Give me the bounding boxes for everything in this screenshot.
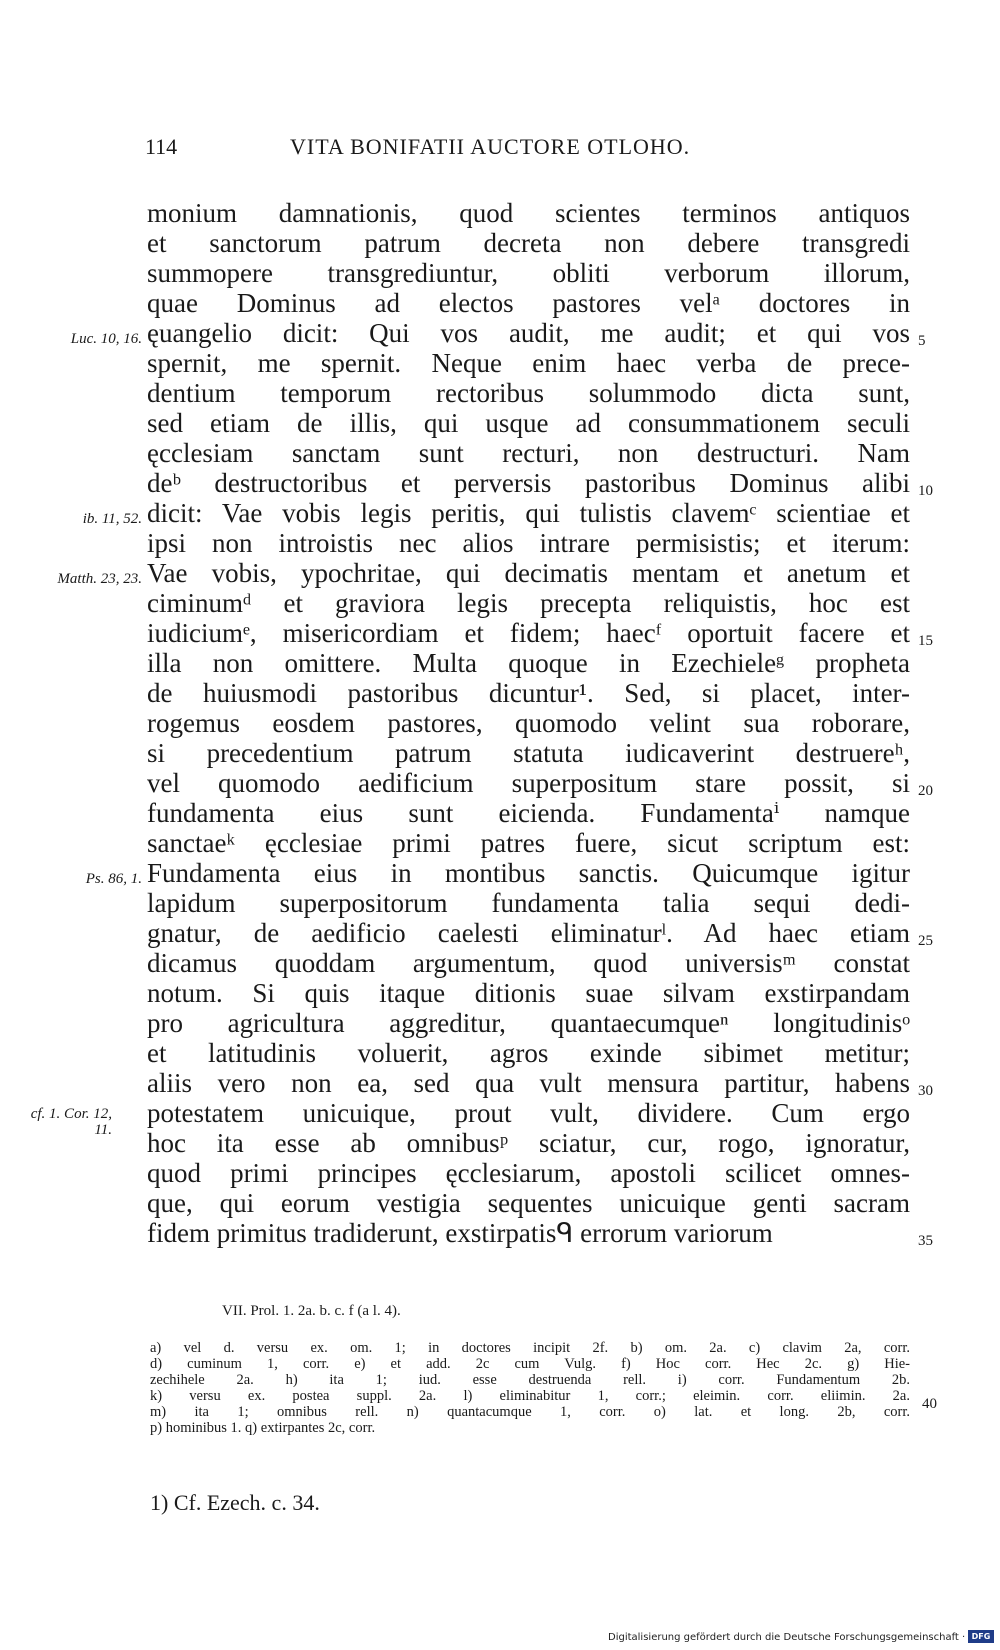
line-number: 35 [918, 1233, 933, 1249]
digitization-credit: Digitalisierung gefördert durch die Deutsche Forschungsgemeinschaft · [608, 1632, 966, 1643]
dfg-logo-icon: DFG [968, 1630, 994, 1643]
text-line: ęcclesiam sanctam sunt recturi, non destructuri. Nam [147, 438, 910, 468]
text-line: rogemus eosdem pastores, quomodo velint sua roborare, [147, 708, 910, 738]
text-line: gnatur, de aedificio caelesti eliminaturˡ. Ad haec etiam [147, 918, 910, 948]
margin-reference: Luc. 10, 16. [70, 331, 142, 347]
text-line: hoc ita esse ab omnibusᵖ sciatur, cur, rogo, ignoratur, [147, 1128, 910, 1158]
apparatus-line: d) cuminum 1, corr. e) et add. 2c cum Vulg. f) Hoc corr. Hec 2c. g) Hie- [150, 1356, 910, 1372]
text-line: deᵇ destructoribus et perversis pastoribus Dominus alibi [147, 468, 910, 498]
apparatus-line: zechihele 2a. h) ita 1; iud. esse destruenda rell. i) corr. Fundamentum 2b. [150, 1372, 910, 1388]
text-line: illa non omittere. Multa quoque in Ezechieleᵍ propheta [147, 648, 910, 678]
text-line: et sanctorum patrum decreta non debere transgredi [147, 228, 910, 258]
margin-reference: cf. 1. Cor. 12, 11. [30, 1106, 112, 1138]
page-number: 114 [145, 134, 178, 159]
text-line: summopere transgrediuntur, obliti verborum illorum, [147, 258, 910, 288]
line-number: 20 [918, 783, 933, 799]
text-line: dicit: Vae vobis legis peritis, qui tulistis clavemᶜ scientiae et [147, 498, 910, 528]
line-number: 30 [918, 1083, 933, 1099]
text-line: iudiciumᵉ, misericordiam et fidem; haecᶠ oportuit facere et [147, 618, 910, 648]
line-number: 10 [918, 483, 933, 499]
apparatus-line: a) vel d. versu ex. om. 1; in doctores incipit 2f. b) om. 2a. c) clavim 2a, corr. [150, 1340, 910, 1356]
text-line: Vae vobis, ypochritae, qui decimatis mentam et anetum et [147, 558, 910, 588]
apparatus-line: m) ita 1; omnibus rell. n) quantacumque 1, corr. o) lat. et long. 2b, corr. [150, 1404, 910, 1420]
text-line: spernit, me spernit. Neque enim haec verba de prece- [147, 348, 910, 378]
text-line: dicamus quoddam argumentum, quod universisᵐ constat [147, 948, 910, 978]
margin-reference: Matth. 23, 23. [57, 571, 142, 587]
text-line: ciminumᵈ et graviora legis precepta reliquistis, hoc est [147, 588, 910, 618]
text-line: notum. Si quis itaque ditionis suae silvam exstirpandam [147, 978, 910, 1008]
text-line: lapidum superpositorum fundamenta talia sequi dedi- [147, 888, 910, 918]
apparatus-line-number: 40 [922, 1396, 937, 1412]
text-line: pro agricultura aggreditur, quantaecumqueⁿ longitudinisᵒ [147, 1008, 910, 1038]
footnote: 1) Cf. Ezech. c. 34. [150, 1490, 320, 1515]
apparatus-line: k) versu ex. postea suppl. 2a. l) eliminabitur 1, corr.; eleimin. corr. eliimin. 2a. [150, 1388, 910, 1404]
text-line: et latitudinis voluerit, agros exinde sibimet metitur; [147, 1038, 910, 1068]
text-line: dentium temporum rectoribus solummodo dicta sunt, [147, 378, 910, 408]
text-line: de huiusmodi pastoribus dicuntur¹. Sed, si placet, inter- [147, 678, 910, 708]
margin-reference: Ps. 86, 1. [85, 871, 142, 887]
text-line: si precedentium patrum statuta iudicaverint destruereʰ, [147, 738, 910, 768]
text-line: sanctaeᵏ ęcclesiae primi patres fuere, sicut scriptum est: [147, 828, 910, 858]
line-number: 15 [918, 633, 933, 649]
text-line: potestatem unicuique, prout vult, dividere. Cum ergo [147, 1098, 910, 1128]
text-line: quae Dominus ad electos pastores velᵃ doctores in [147, 288, 910, 318]
text-line: monium damnationis, quod scientes terminos antiquos [147, 198, 910, 228]
text-line: Fundamenta eius in montibus sanctis. Quicumque igitur [147, 858, 910, 888]
text-line: fundamenta eius sunt eicienda. Fundamentaⁱ namque [147, 798, 910, 828]
text-line: ipsi non introistis nec alios intrare permisistis; et iterum: [147, 528, 910, 558]
text-line: ęuangelio dicit: Qui vos audit, me audit; et qui vos [147, 318, 910, 348]
text-line: sed etiam de illis, qui usque ad consummationem seculi [147, 408, 910, 438]
line-number: 25 [918, 933, 933, 949]
running-title: VITA BONIFATII AUCTORE OTLOHO. [290, 134, 691, 159]
text-line: fidem primitus tradiderunt, exstirpatisᑫ errorum variorum [147, 1218, 773, 1248]
text-line: aliis vero non ea, sed qua vult mensura partitur, habens [147, 1068, 910, 1098]
text-line: que, qui eorum vestigia sequentes unicuique genti sacram [147, 1188, 910, 1218]
text-line: quod primi principes ęcclesiarum, apostoli scilicet omnes- [147, 1158, 910, 1188]
margin-reference: ib. 11, 52. [82, 511, 142, 527]
text-line: vel quomodo aedificium superpositum stare possit, si [147, 768, 910, 798]
line-number: 5 [918, 333, 926, 349]
apparatus-line: p) hominibus 1. q) extirpantes 2c, corr. [150, 1420, 376, 1436]
apparatus-prolegomena: VII. Prol. 1. 2a. b. c. f (a l. 4). [222, 1303, 401, 1319]
